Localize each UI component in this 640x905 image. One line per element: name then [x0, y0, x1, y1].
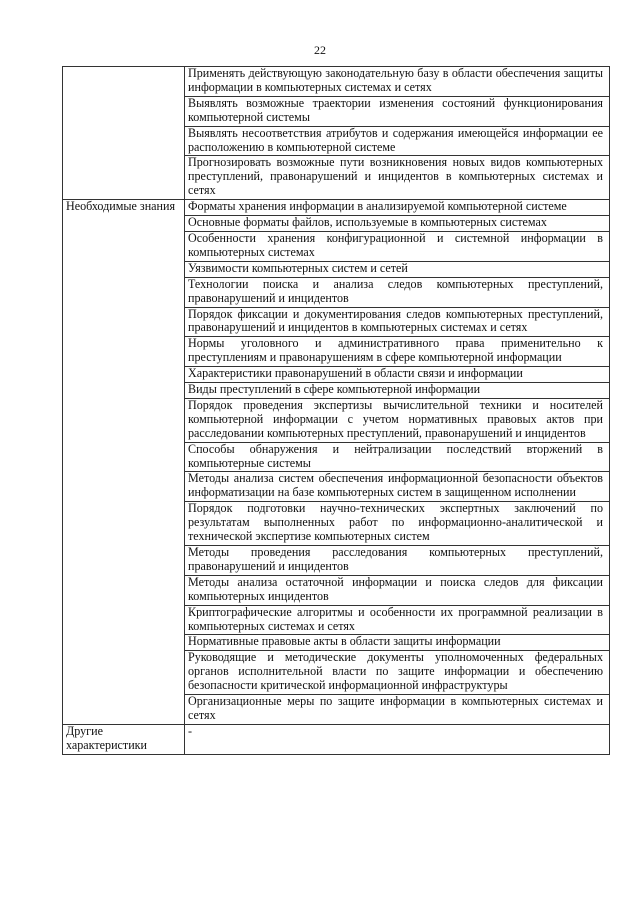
- requirement-item: Организационные меры по защите информации в компьютерных системах и сетях: [185, 695, 610, 725]
- section-label-cell: [63, 575, 185, 605]
- section-label-cell: [63, 442, 185, 472]
- section-label-cell: [63, 126, 185, 156]
- section-label-cell: Другие характеристики: [63, 724, 185, 754]
- table-row: [63, 337, 610, 367]
- table-row: [63, 442, 610, 472]
- requirement-item: Методы анализа остаточной информации и поиска следов для фиксации компьютерных инцидентов: [185, 575, 610, 605]
- table-body: [63, 67, 610, 755]
- table-row: [63, 472, 610, 502]
- requirement-item: Методы анализа систем обеспечения информационной безопасности объектов информатизации на базе компьютерных систем в защищенном исполнении: [185, 472, 610, 502]
- requirement-item: Форматы хранения информации в анализируемой компьютерной системе: [185, 200, 610, 216]
- section-label-cell: [63, 472, 185, 502]
- section-label-cell: Необходимые знания: [63, 200, 185, 216]
- table-row: [63, 261, 610, 277]
- table-row: [63, 277, 610, 307]
- requirement-item: Порядок подготовки научно-технических экспертных заключений по результатам выполненных работ по информационно-аналитической и технической экспертизе компьютерных систем: [185, 502, 610, 546]
- section-label-cell: [63, 261, 185, 277]
- table-row: [63, 546, 610, 576]
- table-row: [63, 156, 610, 200]
- requirement-item: Применять действующую законодательную базу в области обеспечения защиты информации в компьютерных системах и сетях: [185, 67, 610, 97]
- table-row: [63, 383, 610, 399]
- requirement-item: Выявлять несоответствия атрибутов и содержания имеющейся информации ее расположению в компьютерной системе: [185, 126, 610, 156]
- requirement-item: Основные форматы файлов, используемые в компьютерных системах: [185, 216, 610, 232]
- section-label-cell: [63, 337, 185, 367]
- table-row: [63, 200, 610, 216]
- table-row: [63, 605, 610, 635]
- requirement-item: Особенности хранения конфигурационной и системной информации в компьютерных системах: [185, 231, 610, 261]
- table-row: [63, 126, 610, 156]
- table-row: [63, 216, 610, 232]
- table-row: [63, 231, 610, 261]
- requirement-item: Порядок проведения экспертизы вычислительной техники и носителей компьютерной информации с учетом нормативных правовых актов при расследовании компьютерных преступлений, правонарушений и инцидентов: [185, 398, 610, 442]
- table-row: [63, 651, 610, 695]
- section-label-cell: [63, 502, 185, 546]
- table-row: [63, 575, 610, 605]
- table-row: [63, 367, 610, 383]
- section-label-cell: [63, 216, 185, 232]
- section-label-cell: [63, 546, 185, 576]
- section-label-cell: [63, 383, 185, 399]
- requirement-item: Виды преступлений в сфере компьютерной информации: [185, 383, 610, 399]
- requirement-item: Нормативные правовые акты в области защиты информации: [185, 635, 610, 651]
- table-row: [63, 635, 610, 651]
- section-label-cell: [63, 651, 185, 695]
- page-number: 22: [314, 43, 326, 57]
- requirement-item: Методы проведения расследования компьютерных преступлений, правонарушений и инцидентов: [185, 546, 610, 576]
- table-row: [63, 398, 610, 442]
- requirement-item: Руководящие и методические документы уполномоченных федеральных органов исполнительной власти по защите информации и обеспечению безопасности критической информационной инфраструктуры: [185, 651, 610, 695]
- requirement-item: Технологии поиска и анализа следов компьютерных преступлений, правонарушений и инцидентов: [185, 277, 610, 307]
- table-row: [63, 724, 610, 754]
- section-label-cell: [63, 96, 185, 126]
- section-label-cell: [63, 67, 185, 97]
- section-label-cell: [63, 231, 185, 261]
- section-label-cell: [63, 398, 185, 442]
- section-label-cell: [63, 156, 185, 200]
- requirement-item: Порядок фиксации и документирования следов компьютерных преступлений, правонарушений и инцидентов в компьютерных системах и сетях: [185, 307, 610, 337]
- table-row: [63, 695, 610, 725]
- table-row: [63, 67, 610, 97]
- competency-table: [62, 66, 610, 755]
- requirement-item: Нормы уголовного и административного права применительно к преступлениям и правонарушениям в сфере компьютерной информации: [185, 337, 610, 367]
- section-label-cell: [63, 635, 185, 651]
- section-label-cell: [63, 605, 185, 635]
- table-row: [63, 96, 610, 126]
- requirement-item: -: [185, 724, 610, 754]
- requirement-item: Способы обнаружения и нейтрализации последствий вторжений в компьютерные системы: [185, 442, 610, 472]
- requirement-item: Криптографические алгоритмы и особенности их программной реализации в компьютерных системах и сетях: [185, 605, 610, 635]
- requirement-item: Прогнозировать возможные пути возникновения новых видов компьютерных преступлений, правонарушений и инцидентов в компьютерных системах и сетях: [185, 156, 610, 200]
- section-label-cell: [63, 367, 185, 383]
- section-label-cell: [63, 277, 185, 307]
- requirement-item: Выявлять возможные траектории изменения состояний функционирования компьютерной системы: [185, 96, 610, 126]
- requirement-item: Уязвимости компьютерных систем и сетей: [185, 261, 610, 277]
- section-label-cell: [63, 307, 185, 337]
- requirement-item: Характеристики правонарушений в области связи и информации: [185, 367, 610, 383]
- section-label-cell: [63, 695, 185, 725]
- table-row: [63, 502, 610, 546]
- table-row: [63, 307, 610, 337]
